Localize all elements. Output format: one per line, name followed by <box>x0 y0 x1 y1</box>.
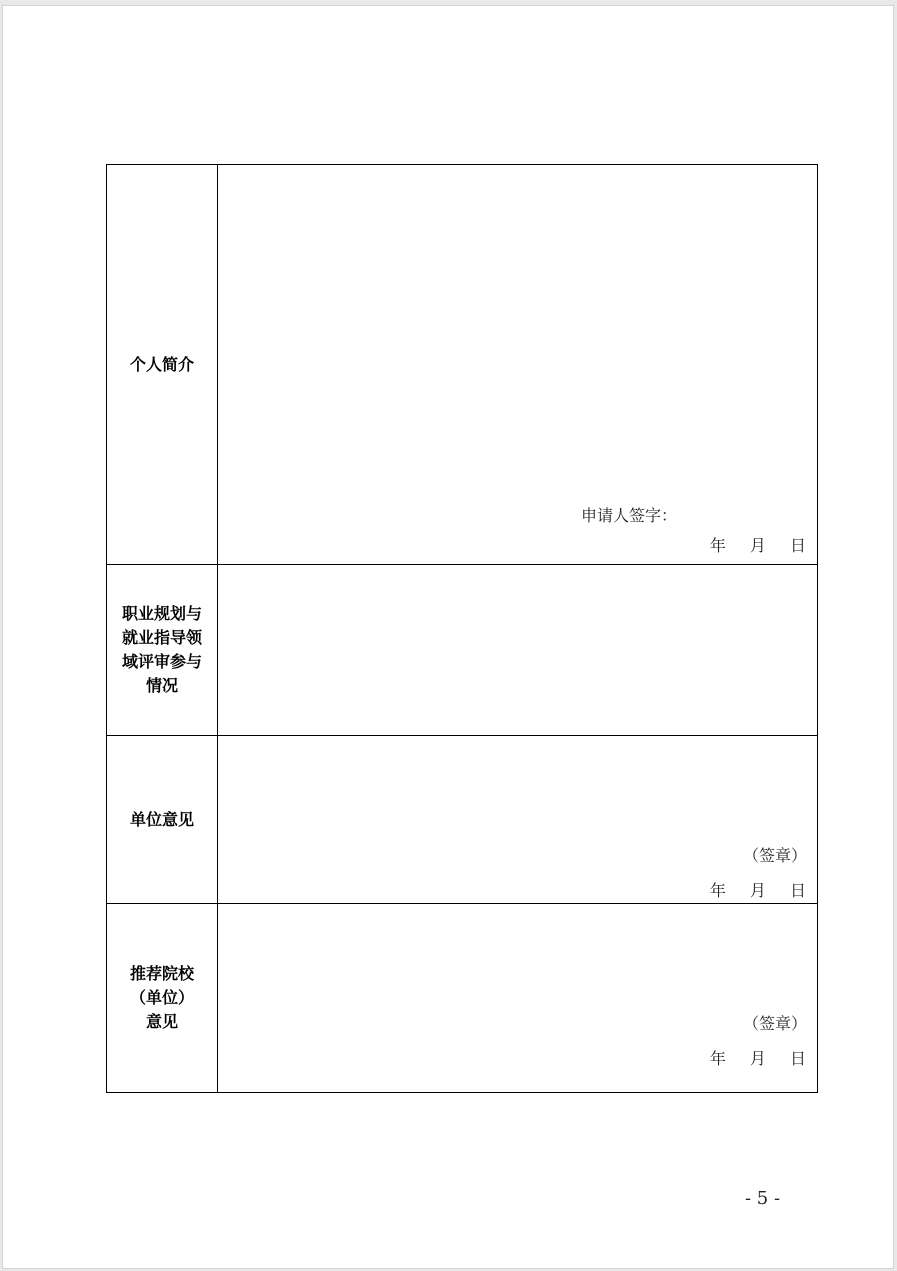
unit-opinion-row <box>107 736 818 904</box>
unit-date-line: 年 月 日 <box>709 881 807 900</box>
personal-intro-field[interactable] <box>218 165 818 565</box>
recommend-opinion-label-line: （单位） <box>129 988 194 1007</box>
personal-intro-label <box>107 165 218 565</box>
recommend-opinion-field[interactable] <box>218 904 818 1093</box>
career-review-row <box>107 565 818 736</box>
personal-intro-label-text: 个人简介 <box>129 354 194 374</box>
recommend-date-line: 年 月 日 <box>709 1049 807 1068</box>
career-review-label <box>107 565 218 736</box>
career-review-label-line: 职业规划与 <box>121 604 202 623</box>
recommend-opinion-label-line: 意见 <box>145 1012 178 1031</box>
recommend-opinion-row <box>107 904 818 1093</box>
career-review-field[interactable] <box>218 565 818 736</box>
unit-opinion-field[interactable] <box>218 736 818 904</box>
page-number: - 5 - <box>745 1188 781 1209</box>
personal-intro-row <box>107 165 818 565</box>
intro-date-line: 年 月 日 <box>709 536 807 555</box>
document-page <box>2 5 894 1269</box>
career-review-label-line: 情况 <box>145 676 178 695</box>
recommend-seal-label: （签章） <box>742 1014 807 1033</box>
unit-seal-label: （签章） <box>742 846 807 865</box>
unit-opinion-label-text: 单位意见 <box>129 809 194 829</box>
unit-opinion-label <box>107 736 218 904</box>
career-review-label-line: 域评审参与 <box>121 652 202 671</box>
career-review-label-line: 就业指导领 <box>121 628 202 647</box>
recommend-opinion-label <box>107 904 218 1093</box>
applicant-signature-label: 申请人签字： <box>580 506 677 525</box>
recommend-opinion-label-line: 推荐院校 <box>129 964 194 983</box>
application-form-table <box>106 164 818 1093</box>
